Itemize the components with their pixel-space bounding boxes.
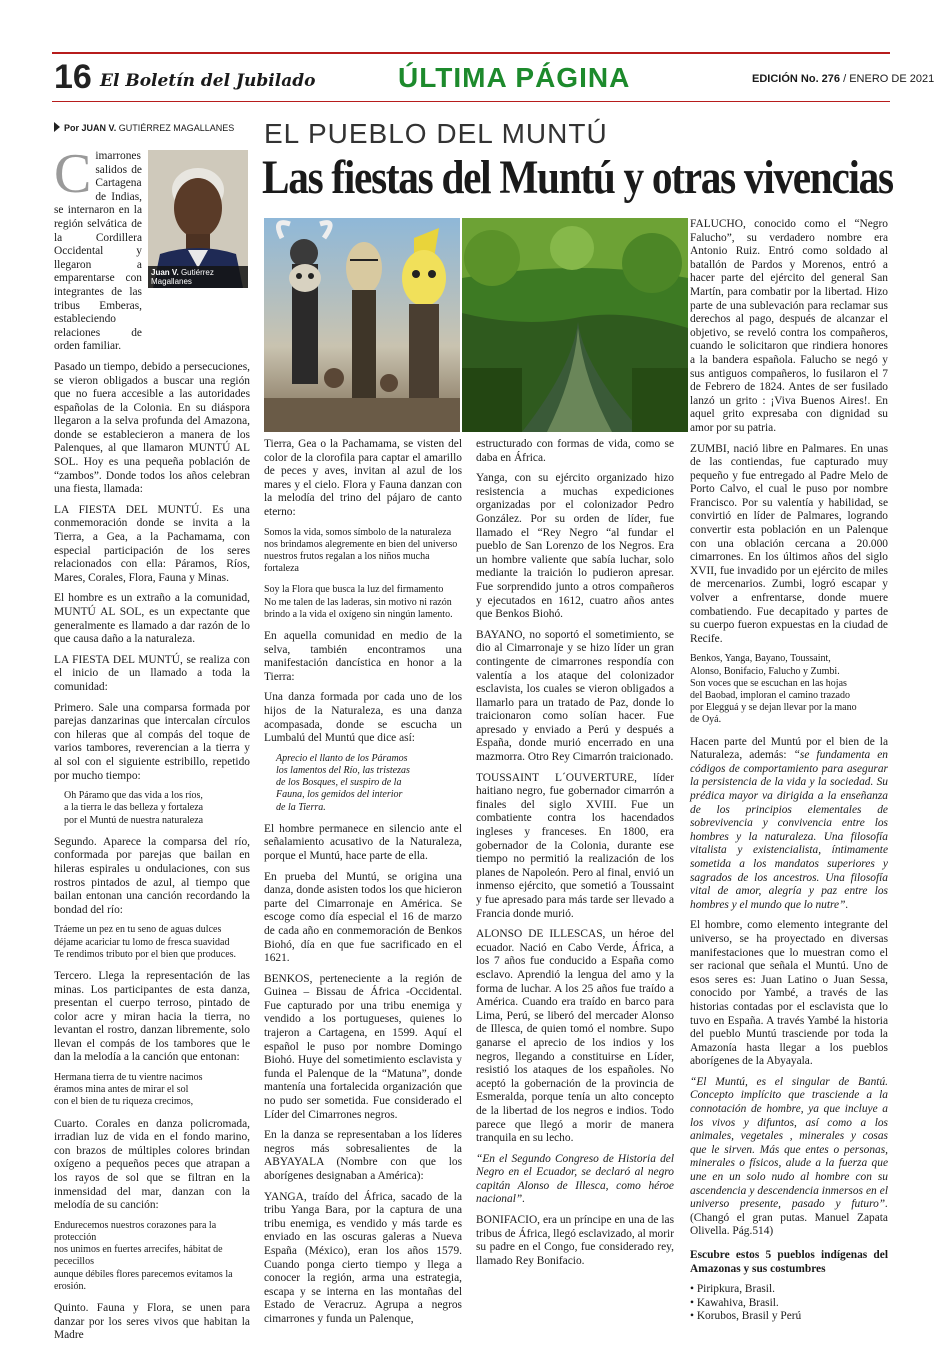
byline-author-first: JUAN V. (81, 123, 117, 133)
list-item: • Kawahiva, Brasil. (690, 1296, 779, 1309)
edition-number: No. 276 (800, 73, 841, 85)
col4-quote (690, 1076, 888, 1239)
poem-flora: Soy la Flora que busca la luz del firmamento No me talen de las laderas, sin motivo ni razón brindo a la vida el oxígeno sin ningún lamento. (264, 584, 453, 620)
intro-paragraph: imarrones salidos de Cartagena de Indias, se internaron en la región selvática de la Cordillera Occidental y llegaron a emparentarse con integrantes de las tribus Emberas, estableciendo relaciones de orden familiar. (54, 150, 142, 353)
poem-lideres: Benkos, Yanga, Bayano, Toussaint, Alonso, Bonifacio, Falucho y Zumbi. Son voces que se escuchan en las hojas del Baobad, imploran el camino trazado por Elegguá y se dejan llevar por la mano de Oyá. (690, 653, 857, 726)
col2-paragraph-2: En aquella comunidad en medio de la selva, también encontramos una manifestación dancística en honor a la Tierra: (264, 629, 462, 683)
col3-paragraph-6: BONIFACIO, era un príncipe en una de las tribus de África, llegó esclavizado, al morir su padre en el Congo, fue considerado rey, llamado Rey Bonifacio. (476, 1214, 674, 1267)
list-item: • Piripkura, Brasil. (690, 1283, 775, 1296)
byline (54, 122, 234, 133)
col4-quote-source: (Changó el gran putas. Manuel Zapata Olivella. Pág.514) (690, 1211, 888, 1238)
col2-paragraph-6: BENKOS, perteneciente a la región de Guinea – Bissau de África -Occidental. Fue capturado por una tribu enemiga y vendido a los portugueses, quienes lo trajeron a Cartagena, en 1599. Aquí el español le puso por nombre Domingo Biohó. Huye del sometimiento esclavista y funda el Palenque de la “Matuna”, donde mantenía una fortalecida organización que no pudo ser sometida. Fue considerado el Líder del Cimarrones negros. (264, 972, 462, 1121)
header-rule (52, 101, 890, 102)
poem-minas: Hermana tierra de tu vientre nacimos éramos mina antes de mirar el sol con el bien de tu riqueza crecimos, (54, 1072, 203, 1108)
page-number: 16 (54, 58, 92, 96)
col2-paragraph-5: En prueba del Muntú, se origina una danza, donde asisten todos los que hicieron parte del Cimarronaje en América. Se escoge como día especial el 16 de marzo de cada año en conmemoración de Benkos Biohó, día en que fue sacrificado en el 1621. (264, 870, 462, 965)
edition-date: / ENERO DE 2021 (843, 73, 935, 85)
indigenous-list (690, 1283, 888, 1324)
top-rule (52, 52, 890, 54)
col1-paragraph-10: Quinto. Fauna y Flora, se unen para danzar por los seres vivos que habitan la Madre (54, 1302, 250, 1342)
col1-paragraph-2: Pasado un tiempo, debido a persecuciones, se vieron obligados a buscar una región que no fuera accesible a las autoridades españolas de la Colonia. En su diáspora llegaron a la selva profunda del Amazona, donde se establecieron a manera de los Palenques, al que llamaron MUNTÚ AL SOL. Hoy es una pequeña población de “zambos”. Donde todos los años celebran una fiesta, llamada: (54, 360, 250, 496)
col4-p3-lead: Hacen parte del Muntú por el bien de la Naturaleza, además: (690, 735, 888, 762)
poem-lumbalu: Aprecio el llanto de los Páramos los lamentos del Río, las tristezas de los Bosques, el suspiro de la Fauna, los gemidos del interior de la Tierra. (276, 752, 410, 813)
col1-paragraph-4: El hombre es un extraño a la comunidad, MUNTÚ AL SOL, es un expectante que generalmente es llamado a dar razón de lo que causa daño a la naturaleza. (54, 592, 250, 646)
edition-label: EDICIÓN (752, 73, 798, 85)
col3-paragraph-1: estructurado con formas de vida, como se daba en África. (476, 438, 674, 464)
kicker: EL PUEBLO DEL MUNTÚ (264, 118, 608, 149)
col1-paragraph-6: Primero. Sale una comparsa formada por parejas danzarinas que intercalan círculos con hileras que al compás del toque de varios tambores, reverencian a la tierra y al sol con el siguiente estribillo, repetido por mucho tiempo: (54, 701, 250, 782)
col2-paragraph-8: YANGA, traído del África, sacado de la tribu Yanga Bara, por la captura de una tribu enemiga, es vendido y más tarde es enviado en las oscuras galeras a Nueva España (México), eran los años 1579. Cuando ponga cierto tiempo y llega a conocer la región, arma una estrategia, escapa y se interna en las montañas del Estado de Veracruz. Agrupa a negros cimarrones y funda un Palenque, (264, 1190, 462, 1325)
col3-paragraph-2: Yanga, con su ejército organizado hizo resistencia a muchas expediciones organizadas por el colonizador Pedro González. Por su orden de líder, fue llamado el “Rey Negro “al fundar el pueblo de San Lorenzo de los Negros. Era un hombre valiente que sabía luchar, solo mediante la traición lo pudieron apresar. Fue sorprendido junto a otros compañeros y ejecutados en 1612, cuatro años antes que Benkos Biohó. (476, 472, 674, 621)
poem-fauna: Somos la vida, somos símbolo de la naturaleza nos brindamos alegremente en bien del universo nuestros frutos regalan a los niños mucha fortaleza (264, 526, 458, 575)
col1-paragraph-9: Cuarto. Corales en danza policromada, irradian luz de vida en el fondo marino, con brazos de múltiples colores brindan oxígeno a pequeños peces que atrapan a los rayos de sol que se filtran en la inmensidad del mar, danzan con la melodía de su canción: (54, 1117, 250, 1212)
publication-name: El Boletín del Jubilado (100, 71, 316, 91)
column-4 (690, 218, 888, 1324)
col4-quote-text: “El Muntú, es el singular de Bantú. Concepto implícito que trasciende a la connotación de hombre, ya que incluye a los vivos y difuntos, así como a los animales, vegetales , minerales y cosas que le sirven. Más que entes o personas, minerales o físicos, alude a la fuerza que une en un solo nudo al hombre con su ascendencia y descendencia inmersos en el universo presente, pasado y futuro”. (690, 1075, 888, 1211)
col2-paragraph-3: Una danza formada por cada uno de los hijos de la Naturaleza, es una danza acompasada, donde se escucha un Lumbalú del Muntú que dice así: (264, 691, 462, 745)
col4-paragraph-2: ZUMBI, nació libre en Palmares. En unas de las contiendas, fue capturado muy pequeño y fue entregado al Padre Melo de Porto Calvo, el cual le puso por nombre Francisco. Por su valentía y habilidad, se convirtió en líder de Palmares, logrando convertir esta población en un Palenque con una oblación cercana a 20.000 cimarrones. En los últimos años del siglo XVII, fue invadido por un ejército de miles de mercenarios. Zumbi, logró escapar y volver a enfrentarse, donde muere combatiendo. Fue decapitado y partes de su cuerpo fueron expuestas en la ciudad de Recife. (690, 442, 888, 645)
col1-paragraph-8: Tercero. Llega la representación de las minas. Los participantes de esta danza, presentan el cuerpo terroso, pintado de color acre y miran hacia la tierra, no levantan el rostro, danzan libremente, solo llevan el compás de los tambores que le dan la melodía a la canción que entonan: (54, 969, 250, 1064)
col1-paragraph-7: Segundo. Aparece la comparsa del río, conformada por parejas que bailan en hileras espirales u ondulaciones, con sus rostros pintados de azul, al tiempo que bailan entonan una canción recordando la bondad del río: (54, 835, 250, 916)
photo-caption-rest: Gutiérrez Magallanes (151, 268, 214, 286)
col4-paragraph-4: El hombre, como elemento integrante del universo, se ha proyectado en diversas manifestaciones que lo muestran como el ser racional que señala el Muntú. Uno de esos seres es: Juan Latino o Juan Sessa, conocido por Yambé, a través de las historias contadas por el esclavista que lo tuvo en España. A través Yambé la historia del pueblo Muntú trasciende por toda la Amazonía hasta llegar a los pueblos aborígenes de la Abyayala. (690, 919, 888, 1068)
col2-paragraph-4: El hombre permanece en silencio ante el señalamiento acusativo de la Naturaleza, porque el Muntú, hace parte de ella. (264, 822, 462, 862)
column-1 (54, 143, 250, 1350)
col3-paragraph-5: ALONSO DE ILLESCAS, un héroe del ecuador. Nació en Cabo Verde, África, a los 7 años fue conducido a España como esclavo. Aprendió la lengua del amo y la forma de luchar. A los 25 años fue traído a América. Cuando era traído en barco para Lima, Perú, se liberó del mercader Alonso de Illesca, de quien tomó el nombre. Supo ganarse el aprecio de los indios y los negros, llegando a constituirse en Líder, resistió los ataques de los españoles. No aceptó la gobernación de la provincia de Esmeralda, porque tenía un alto concepto de la libertad de los negros e indios. Todo parece que llegó a morir de manera tranquila en su lecho. (476, 928, 674, 1145)
col4-paragraph-3 (690, 736, 888, 913)
byline-arrow-icon (54, 122, 60, 132)
jungle-river-icon (462, 218, 688, 432)
col1-paragraph-3: LA FIESTA DEL MUNTÚ. Es una conmemoración donde se invita a la Tierra, a Gea, a la Pachamama, con especial participación de los seres relacionados con ella: Páramos, Ríos, Mares, Corales, Flora, Fauna y Minas. (54, 503, 250, 584)
col3-paragraph-4: TOUSSAINT L´OUVERTURE, líder haitiano negro, fue gobernador cimarrón a finales del siglo XVIII. Fue un combatiente contra los hacendados ingleses y franceses. En 1800, era gobernador de la Colonia, durante ese tiempo no permitió la realización de los planes de Napoleón. Pero al final, envió un inmenso ejército, que sometió a Toussaint y fue apresado para más tarde ser llevado a Francia donde murió. (476, 771, 674, 920)
col4-p3-quote: “se fundamenta en códigos de comportamiento para asegurar la persistencia de la vida y la sociedad. Su prédica mayor va dirigida a la enseñanza de los principios elementales de sobrevivencia y convivencia entre los hombres y la naturaleza. Una filosofía vitalista y existencialista, íntimamente sometida a los mandatos superiores y sagrados de los ancestros. Una filosofía vital de amor, alegría y paz entre los hombres y el mundo que lo nutre”. (690, 749, 888, 911)
festival-masks-photo (264, 218, 460, 432)
jungle-river-photo (462, 218, 688, 432)
col4-paragraph-1: FALUCHO, conocido como el “Negro Falucho”, su verdadero nombre era Antonio Ruiz. Entró como soldado al batallón de Pardos y Morenos, entró a hacer parte del ejército del general San Martín, para combatir por la libertad. Hizo parte de una sublevación para reclamar sus derechos al pago, después de alcanzar el objetivo, se reveló contra los compañeros, cuando le solicitaron que rindiera honores a la bandera española. Falucho se negó y sus antiguos compañeros, lo fusilaron el 7 de Febrero de 1824. Antes de ser fusilado lanzó un grito : ¡Viva Buenos Aires!. En aquel grito expresaba con dignidad su amor por su patria. (690, 218, 888, 434)
section-title: ÚLTIMA PÁGINA (398, 62, 631, 93)
headline: Las fiestas del Muntú y otras vivencias (262, 151, 893, 204)
col2-paragraph-1: Tierra, Gea o la Pachamama, se visten del color de la clorofila para captar el amarillo de peces y aves, invitan al azul de los mares y el cielo. Flora y Fauna danzan con la melodía del trino del pájaro de canto eterno: (264, 438, 462, 518)
poem-rio: Tráeme un pez en tu seno de aguas dulces déjame acariciar tu lomo de fresca suavidad Te rendimos tributo por el bien que produces. (54, 924, 237, 960)
poem-corales: Endurecemos nuestros corazones para la protección nos unimos en fuertes arrecifes, hábitat de pececillos aunque débiles flores parecemos evitamos la erosión. (54, 1219, 233, 1292)
col1-paragraph-5: LA FIESTA DEL MUNTÚ, se realiza con el inicio de un llamado a toda la comunidad: (54, 653, 250, 693)
col3-paragraph-3: BAYANO, no soportó el sometimiento, se dio al Cimarronaje y se hizo líder un gran contingente de cimarrones respondía con valentía a los ataque del colonizador esclavista, los cuales se vieron obligados a llamarlo para un tratado de Paz, donde lo traicionaron como solían hacer. Fue apresado y enviado a Perú y después a España, donde murió encerrado en una mazmorra. Otro Rey Cimarrón traicionado. (476, 628, 674, 764)
festival-masks-icon (264, 218, 460, 432)
col3-quote: “En el Segundo Congreso de Historia del Negro en el Ecuador, se declaró al negro capitán Alonso de Illesca, como héroe nacional”. (476, 1152, 674, 1206)
byline-author-last: GUTIÉRREZ MAGALLANES (118, 123, 235, 133)
photo-caption-bold: Juan V. (151, 268, 179, 277)
column-3 (476, 438, 674, 1275)
list-item: • Korubos, Brasil y Perú (690, 1310, 802, 1323)
edition-info (752, 73, 934, 85)
sidebar-box-title: Escubre estos 5 pueblos indígenas del Amazonas y sus costumbres (690, 1249, 888, 1275)
col2-paragraph-7: En la danza se representaban a los líderes negros más sobresalientes de la ABYAYALA (Nombre con que los aborígenes designaban a América): (264, 1129, 462, 1182)
byline-prefix: Por (64, 123, 80, 133)
poem-paramo: Oh Páramo que das vida a los ríos, a la tierra le das belleza y fortaleza por el Muntú de nuestra naturaleza (64, 790, 204, 826)
column-2 (264, 438, 462, 1334)
drop-cap: C (54, 143, 92, 205)
